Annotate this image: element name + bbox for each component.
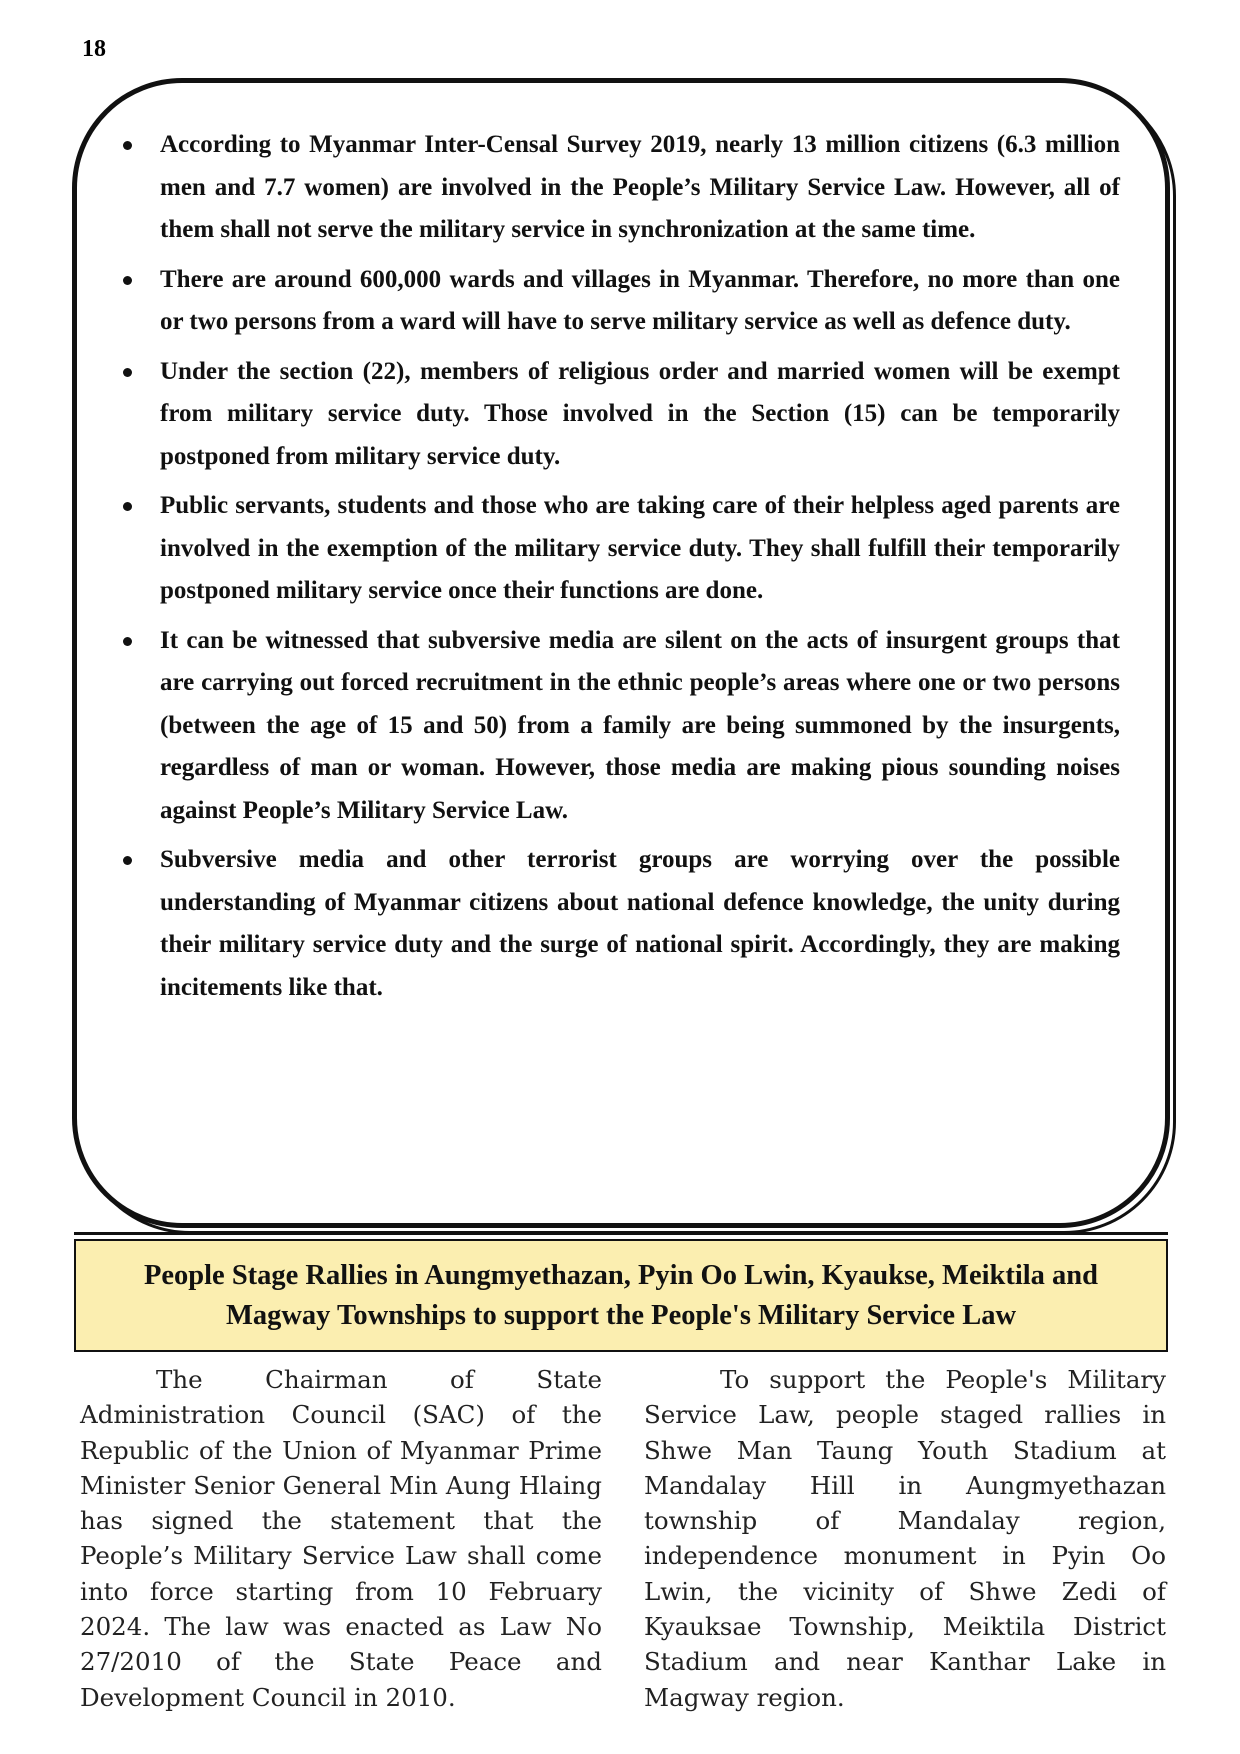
bullet-item	[118, 839, 1120, 1009]
bullet-dot-icon	[123, 502, 132, 511]
bullet-text: According to Myanmar Inter-Censal Survey 2019, nearly 13 million citizens (6.3 million men and 7.7 women) are involved in the People’s Military Service Law. However, all of them shall not serve the military service in synchronization at the same time.	[160, 131, 1120, 243]
headline-line-2: Magway Townships to support the People's Military Service Law	[225, 1299, 1017, 1331]
bullet-dot-icon	[123, 637, 132, 646]
headline-divider	[74, 1232, 1168, 1235]
bullet-list	[118, 124, 1120, 1016]
bullet-dot-icon	[123, 368, 132, 377]
article-column-left	[80, 1362, 602, 1715]
bullet-dot-icon	[123, 141, 132, 150]
bullet-text: There are around 600,000 wards and villages in Myanmar. Therefore, no more than one or two persons from a ward will have to serve military service as well as defence duty.	[160, 265, 1120, 335]
bullet-dot-icon	[123, 856, 132, 865]
bullet-dot-icon	[123, 276, 132, 285]
bullet-text: Under the section (22), members of religious order and married women will be exempt from military service duty. Those involved in the Section (15) can be temporarily postponed from military service duty.	[160, 357, 1120, 470]
article-headline	[124, 1256, 1118, 1336]
page-number: 18	[82, 36, 106, 62]
article-paragraph-right: To support the People's Military Service Law, people staged rallies in Shwe Man Taung Youth Stadium at Mandalay Hill in Aungmyethazan township of Mandalay region, independence monument in Pyin Oo Lwin, the vicinity of Shwe Zedi of Kyauksae Township, Meiktila District Stadium and near Kanthar Lake in Magway region.	[644, 1365, 1166, 1712]
article-column-right	[644, 1362, 1166, 1715]
bullet-item	[118, 485, 1120, 613]
bullet-text: Subversive media and other terrorist groups are worrying over the possible understanding of Myanmar citizens about national defence knowledge, the unity during their military service duty and the surge of national spirit. Accordingly, they are making incitements like that.	[160, 846, 1120, 1001]
article-paragraph-left: The Chairman of State Administration Council (SAC) of the Republic of the Union of Myanmar Prime Minister Senior General Min Aung Hlaing has signed the statement that the People’s Military Service Law shall come into force starting from 10 February 2024. The law was enacted as Law No 27/2010 of the State Peace and Development Council in 2010.	[80, 1365, 602, 1712]
article-headline-box	[74, 1239, 1168, 1352]
headline-line-1: People Stage Rallies in Aungmyethazan, Pyin Oo Lwin, Kyaukse, Meiktila and	[143, 1259, 1099, 1291]
bullet-item	[118, 351, 1120, 479]
bullet-item	[118, 259, 1120, 344]
bullet-text: Public servants, students and those who are taking care of their helpless aged parents are involved in the exemption of the military service duty. They shall fulfill their temporarily postponed military service once their functions are done.	[160, 492, 1120, 604]
bullet-item	[118, 124, 1120, 252]
bullet-text: It can be witnessed that subversive media are silent on the acts of insurgent groups that are carrying out forced recruitment in the ethnic people’s areas where one or two persons (between the age of 15 and 50) from a family are being summoned by the insurgents, regardless of man or woman. However, those media are making pious sounding noises against People’s Military Service Law.	[160, 626, 1120, 824]
bullet-item	[118, 620, 1120, 833]
